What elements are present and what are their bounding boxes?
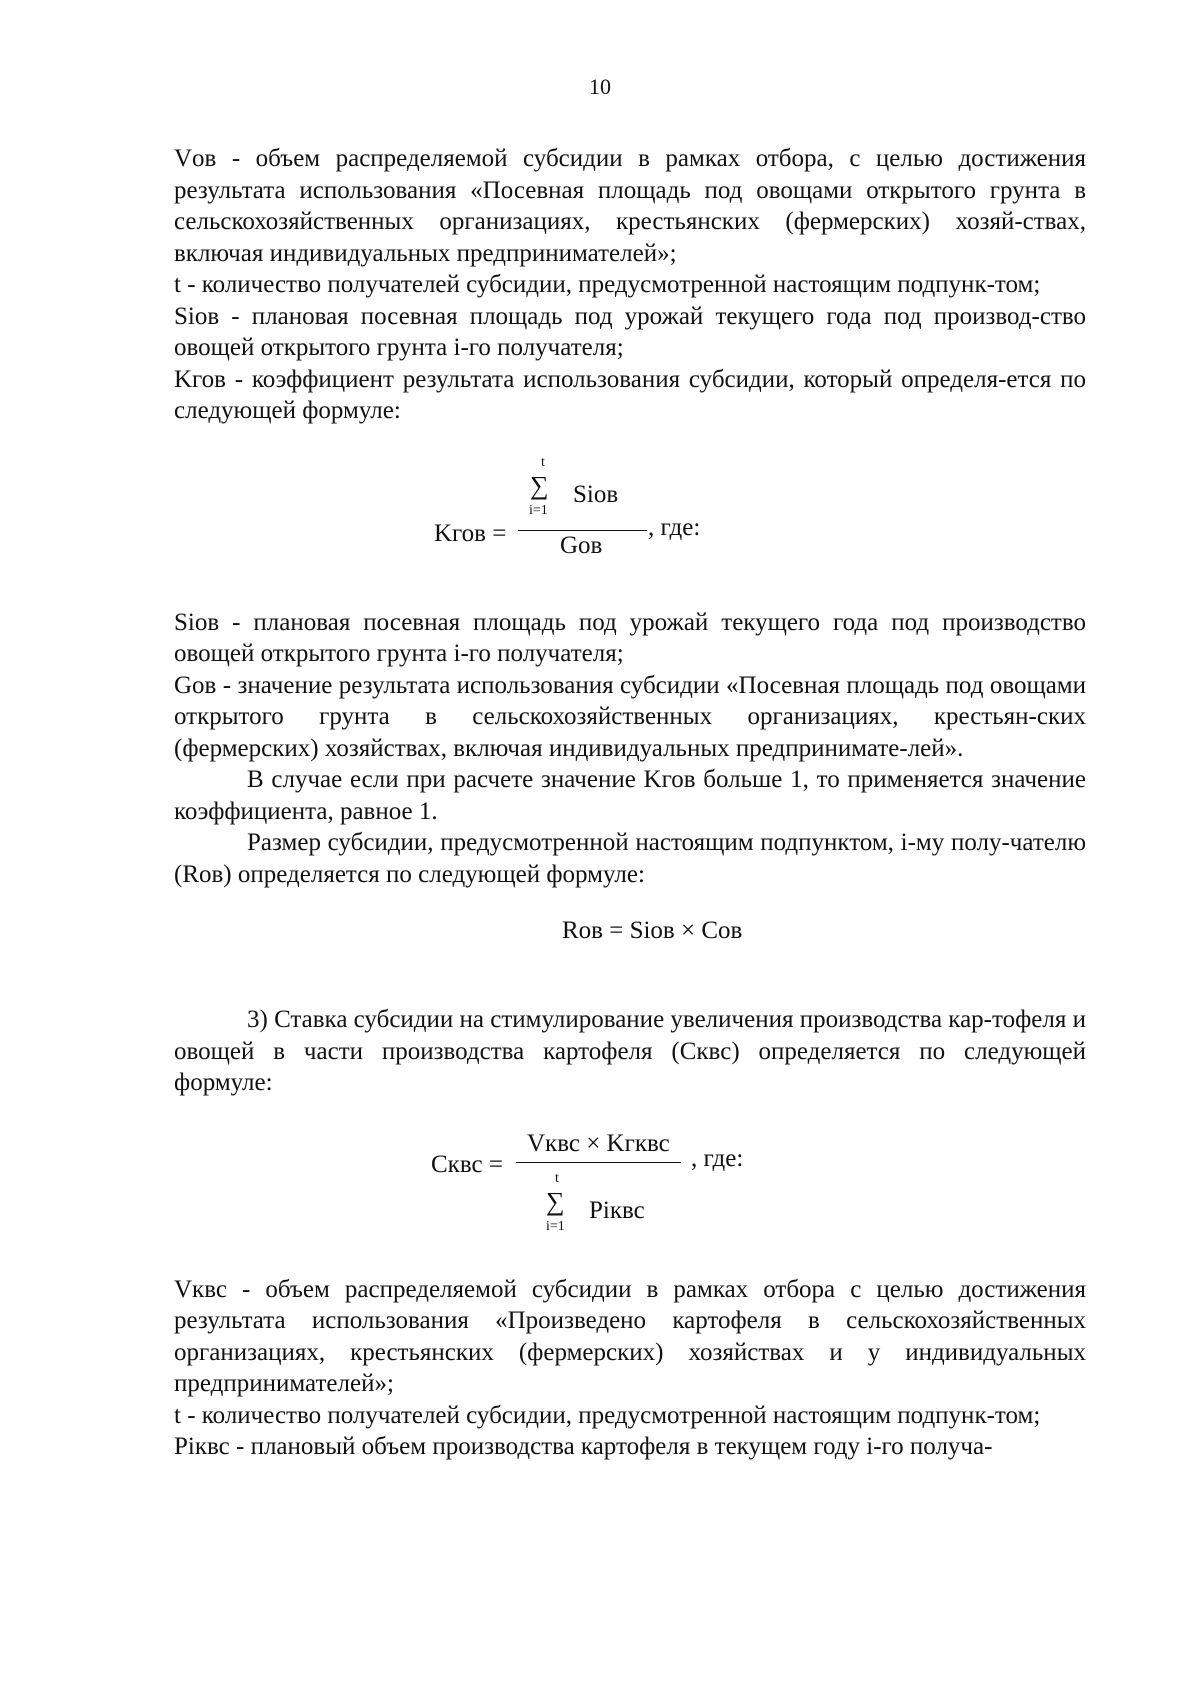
sum-symbol: ∑ <box>530 470 549 500</box>
formula-lhs: Kгов = <box>434 519 507 547</box>
definition-t-2: t - количество получателей субсидии, предусмотренной настоящим подпунк-том; <box>174 1401 1041 1429</box>
sum-lower-limit: i=1 <box>546 1218 565 1234</box>
formula-numerator: Siов <box>573 480 619 508</box>
formula-r-ov <box>174 890 1086 1004</box>
sum-lower-limit: i=1 <box>529 502 548 518</box>
formula-r-ov-text: Rов = Siов × Cов <box>562 917 743 944</box>
formula-denominator: Gов <box>560 531 603 559</box>
sum-upper-limit: t <box>541 454 545 470</box>
formula-suffix: , где: <box>648 513 701 541</box>
definition-v-ov: Vов - объем распределяемой субсидии в рамках отбора, с целью достижения результата использования «Посевная площадь под овощами открытого грунта в сельскохозяйственных организациях, крестьянских (фермерских) хозяй-ствах, включая индивидуальных предпринимателей»; <box>174 145 1086 267</box>
paragraph-k-gov-limit: В случае если при расчете значение Kгов больше 1, то применяется значение коэффициента, равное 1. <box>174 766 1086 825</box>
definition-si-ov-2: Siов - плановая посевная площадь под урожай текущего года под производство овощей открытого грунта i-го получателя; <box>174 608 1086 667</box>
document-body <box>174 143 1086 1463</box>
formula-lhs: Cквс = <box>431 1150 503 1178</box>
paragraph-subsidy-size: Размер субсидии, предусмотренной настоящим подпунктом, i-му полу-чателю (Rов) определяется по следующей формуле: <box>174 829 1086 888</box>
definition-t: t - количество получателей субсидии, предусмотренной настоящим подпунк-том; <box>174 271 1041 298</box>
formula-denominator: Piквс <box>589 1196 645 1224</box>
sum-symbol: ∑ <box>546 1186 565 1216</box>
formula-c-kvs <box>174 1099 1086 1274</box>
formula-k-gov <box>174 427 1086 607</box>
formula-suffix: , где: <box>691 1144 744 1172</box>
page-number: 10 <box>589 74 611 99</box>
sum-upper-limit: t <box>555 1170 559 1186</box>
paragraph-rate-potato: 3) Ставка субсидии на стимулирование увеличения производства кар-тофеля и овощей в части производства картофеля (Cквс) определяется по следующей формуле: <box>174 1006 1086 1096</box>
definition-g-ov: Gов - значение результата использования субсидии «Посевная площадь под овощами открытого грунта в сельскохозяйственных организациях, крестьян-ских (фермерских) хозяйствах, включая индивидуальных предпринимате-лей». <box>174 671 1086 762</box>
fraction-bar <box>516 1162 681 1164</box>
definition-pi-kvs: Piквс - плановый объем производства картофеля в текущем году i-го получа- <box>174 1433 993 1460</box>
definition-v-kvs: Vквс - объем распределяемой субсидии в рамках отбора с целью достижения результата использования «Произведено картофеля в сельскохозяйственных организациях, крестьянских (фермерских) хозяйствах и у индивидуальных предпринимателей»; <box>174 1275 1086 1397</box>
definition-k-gov: Kгов - коэффициент результата использования субсидии, который определя-ется по следующей формуле: <box>174 365 1086 424</box>
definition-si-ov: Siов - плановая посевная площадь под урожай текущего года под производ-ство овощей открытого грунта i-го получателя; <box>174 302 1086 361</box>
formula-numerator: Vквс × Kгквс <box>527 1129 670 1157</box>
